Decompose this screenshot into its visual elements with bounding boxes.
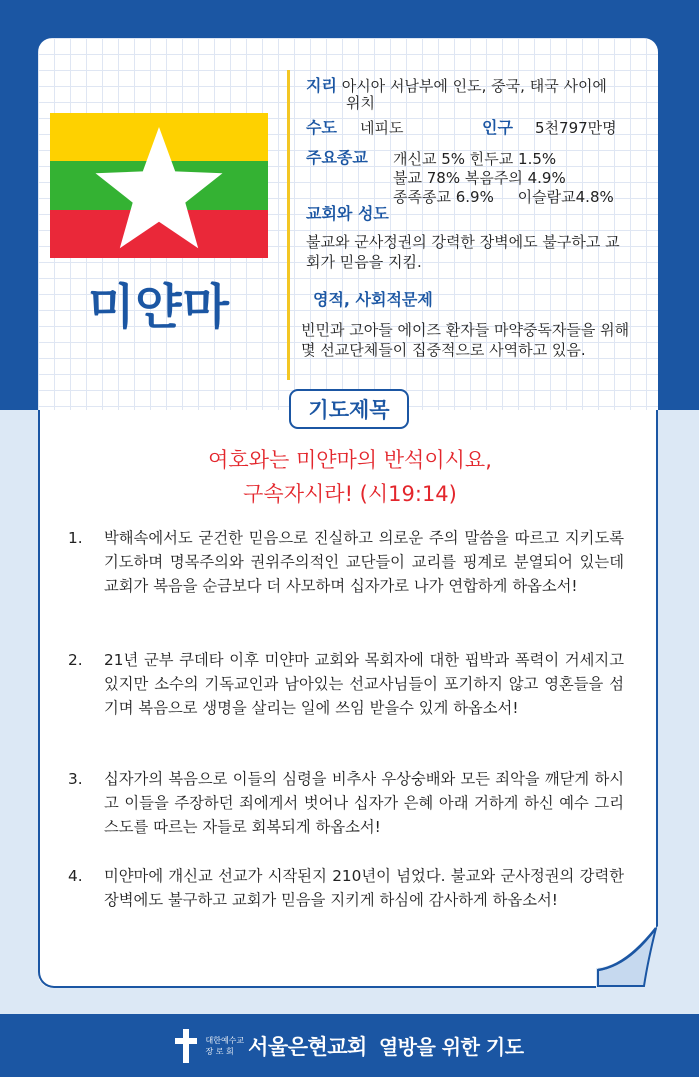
page-curl-icon [596,926,658,988]
religion-label: 주요종교 [306,148,368,167]
religion-label-wrap [306,148,368,168]
social-label-wrap [313,290,433,310]
church-text-1: 불교와 군사정권의 강력한 장벽에도 불구하고 교 [306,233,620,251]
prayer-text: 박해속에서도 굳건한 믿음으로 진실하고 의로운 주의 말씀을 따르고 지키도록 기도하며 명목주의와 권위주의적인 교단들이 교리를 핑계로 분열되어 있는데 교회가 복음을 순금보다 더 사모하며 십자가로 나가 연합하게 하옵소서! [104,529,624,595]
social-text-2: 몇 선교단체들이 집중적으로 사역하고 있음. [301,341,586,359]
population-row [482,118,513,138]
prayer-number: 1. [68,529,83,547]
prayer-text: 십자가의 복음으로 이들의 심령을 비추사 우상숭배와 모든 죄악을 깨닫게 하시고 이들을 주장하던 죄에게서 벗어나 십자가 은혜 아래 거하게 하신 예수 그리스도를 따르는 자들로 회복되게 하옵소서! [104,770,624,836]
country-name: 미얀마 [87,279,231,335]
prayer-text: 미얀마에 개신교 선교가 시작된지 210년이 넘었다. 불교와 군사정권의 강력한 장벽에도 불구하고 교회가 믿음을 지키게 하심에 감사하게 하옵소서! [104,867,624,909]
prayer-number: 4. [68,867,83,885]
social-text-1: 빈민과 고아들 에이즈 환자들 마약중독자들을 위해 [301,321,630,339]
population-value: 5천797만명 [535,119,617,137]
verse-line-2: 구속자시라! (시19:14) [243,482,457,506]
population-label: 인구 [482,118,513,137]
church-label-wrap [306,204,389,224]
geography-label: 지리 [306,76,337,95]
church-name: 서울은현교회 [248,1034,367,1059]
cross-icon [175,1029,197,1063]
footer [0,1014,699,1077]
prayer-text: 21년 군부 쿠데타 이후 미얀마 교회와 목회자에 대한 핍박과 폭력이 거세지고 있지만 소수의 기독교인과 남아있는 선교사님들이 포기하지 않고 영혼들을 섬기며 복음으로 생명을 살리는 일에 쓰임 받을수 있게 하옵소서! [104,651,624,717]
capital-value: 네피도 [360,119,404,137]
geography-row [306,76,646,96]
prayer-number: 3. [68,770,83,788]
geography-text-2: 위치 [346,94,375,112]
religion-line-2: 불교 78% 복음주의 4.9% [393,169,566,187]
religion-line-3: 종족종교 6.9% 이슬람교4.8% [393,188,614,206]
religion-line-1: 개신교 5% 힌두교 1.5% [393,150,557,168]
divider [287,70,290,380]
church-text-2: 회가 믿음을 지킴. [306,253,422,271]
denomination [205,1035,244,1057]
myanmar-flag [50,113,268,258]
denomination-line-1: 대한예수교 [205,1035,245,1045]
denomination-line-2: 장 로 회 [205,1046,234,1056]
footer-title: 열방을 위한 기도 [378,1035,524,1059]
capital-label: 수도 [306,118,337,137]
social-label: 영적, 사회적문제 [313,290,433,309]
star-icon [50,113,268,258]
prayer-number: 2. [68,651,83,669]
prayer-title: 기도제목 [289,389,409,429]
church-label: 교회와 성도 [306,204,389,223]
capital-row [306,118,337,138]
geography-text: 아시아 서남부에 인도, 중국, 태국 사이에 [341,77,607,95]
verse-line-1: 여호와는 미얀마의 반석이시요, [208,448,492,472]
